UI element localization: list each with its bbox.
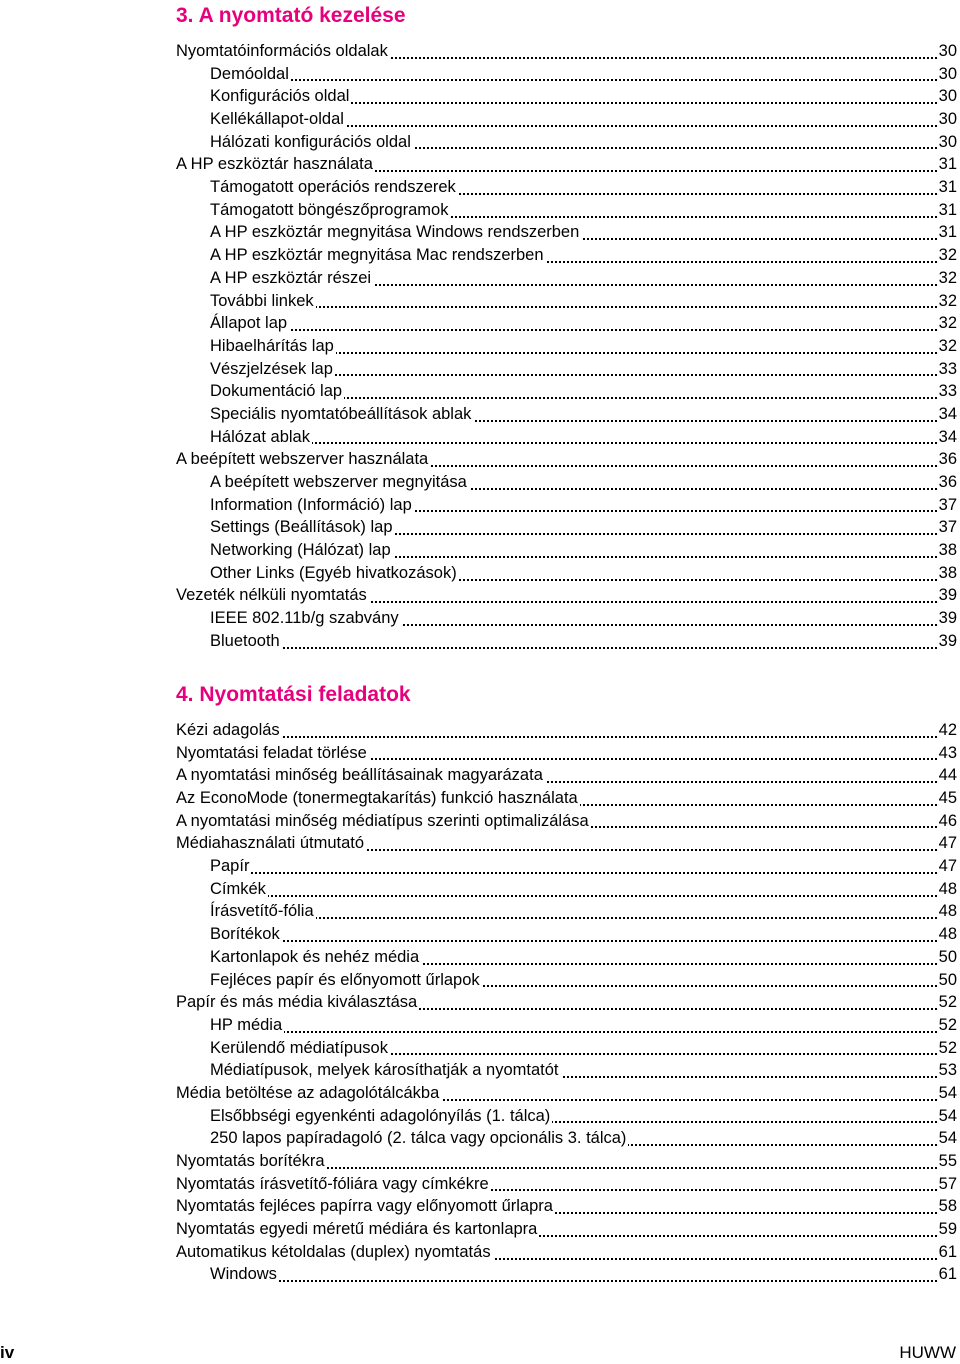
toc-entry-title: Konfigurációs oldal [210, 85, 351, 108]
toc-entry[interactable] [210, 471, 957, 494]
toc-entry[interactable] [176, 1173, 957, 1196]
toc-entry-title: Támogatott böngészőprogramok [210, 199, 450, 222]
toc-entry-title: A HP eszköztár használata [176, 153, 375, 176]
toc-entry[interactable] [210, 199, 957, 222]
toc-entry-title: Nyomtatás fejléces papírra vagy előnyomott űrlapra [176, 1195, 555, 1218]
toc-entry-page: 30 [938, 131, 957, 154]
toc-entry-title: 250 lapos papíradagoló (2. tálca vagy opcionális 3. tálca) [210, 1127, 628, 1150]
toc-leader-dots [176, 736, 957, 738]
toc-entry-title: Nyomtatóinformációs oldalak [176, 40, 390, 63]
toc-entry[interactable] [176, 1241, 957, 1264]
toc-entry-page: 57 [938, 1173, 957, 1196]
toc-entry-title: Dokumentáció lap [210, 380, 344, 403]
toc-entry-page: 53 [938, 1059, 957, 1082]
toc-entry-title: Speciális nyomtatóbeállítások ablak [210, 403, 473, 426]
toc-entry-page: 31 [938, 199, 957, 222]
toc-entry[interactable] [176, 1150, 957, 1173]
toc-entry[interactable] [176, 991, 957, 1014]
toc-entry-title: Állapot lap [210, 312, 289, 335]
toc-entry-page: 31 [938, 176, 957, 199]
toc-entry-title: Nyomtatási feladat törlése [176, 742, 369, 765]
toc-entry-title: További linkek [210, 290, 316, 313]
toc-entry-page: 30 [938, 85, 957, 108]
toc-entry-title: Information (Információ) lap [210, 494, 414, 517]
toc-entry-page: 34 [938, 426, 957, 449]
toc-entry-page: 54 [938, 1082, 957, 1105]
toc-leader-dots [210, 306, 957, 308]
toc-entry-page: 52 [938, 1037, 957, 1060]
toc-entry-title: A beépített webszerver megnyitása [210, 471, 469, 494]
toc-entry[interactable] [210, 131, 957, 154]
toc-entry-title: Írásvetítő-fólia [210, 901, 316, 924]
toc-entry[interactable] [176, 1195, 957, 1218]
toc-entry[interactable] [176, 40, 957, 63]
toc-entry[interactable] [210, 539, 957, 562]
toc-entry[interactable] [210, 1127, 957, 1150]
footer-page-number: iv [0, 1343, 15, 1362]
toc-entry[interactable] [176, 1082, 957, 1105]
toc-entry-page: 52 [938, 1014, 957, 1037]
toc-entry-page: 61 [938, 1241, 957, 1264]
toc-entry-page: 52 [938, 991, 957, 1014]
toc-entry-page: 36 [938, 471, 957, 494]
toc-entry-title: Nyomtatás borítékra [176, 1150, 327, 1173]
toc-entry-title: Elsőbbségi egyenkénti adagolónyílás (1. tálca) [210, 1105, 552, 1128]
toc-entry-title: Automatikus kétoldalas (duplex) nyomtatás [176, 1241, 493, 1264]
toc-entry-page: 47 [938, 832, 957, 855]
toc-entry[interactable] [210, 562, 957, 585]
toc-entry[interactable] [176, 719, 957, 742]
toc-entry[interactable] [210, 312, 957, 335]
toc-entry-title: Címkék [210, 878, 268, 901]
toc-entry-page: 43 [938, 742, 957, 765]
toc-leader-dots [210, 442, 957, 444]
toc-leader-dots [210, 329, 957, 331]
toc-entry-page: 44 [938, 764, 957, 787]
toc-leader-dots [210, 917, 957, 919]
toc-entry[interactable] [210, 244, 957, 267]
toc-entry-page: 37 [938, 494, 957, 517]
toc-entry-title: Fejléces papír és előnyomott űrlapok [210, 969, 482, 992]
toc-entry[interactable] [210, 969, 957, 992]
toc-entry-page: 39 [938, 630, 957, 653]
toc-entry-title: Médiatípusok, melyek károsíthatják a nyomtatót [210, 1059, 561, 1082]
section-title-3: 3. A nyomtató kezelése [176, 4, 406, 27]
toc-entry[interactable] [210, 1014, 957, 1037]
toc-entry[interactable] [210, 607, 957, 630]
toc-entry[interactable] [176, 787, 957, 810]
toc-entry[interactable] [210, 1037, 957, 1060]
toc-entry-title: Nyomtatás egyedi méretű médiára és kartonlapra [176, 1218, 539, 1241]
toc-entry-page: 33 [938, 380, 957, 403]
toc-leader-dots [210, 647, 957, 649]
toc-entry-title: Settings (Beállítások) lap [210, 516, 395, 539]
toc-entry[interactable] [210, 403, 957, 426]
toc-entry-page: 54 [938, 1105, 957, 1128]
toc-entry[interactable] [176, 153, 957, 176]
toc-leader-dots [210, 1280, 957, 1282]
toc-leader-dots [210, 872, 957, 874]
toc-entry-title: A HP eszköztár megnyitása Windows rendszerben [210, 222, 581, 245]
toc-entry-title: Hálózat ablak [210, 426, 312, 449]
toc-entry-title: Kézi adagolás [176, 719, 282, 742]
toc-entry[interactable] [210, 176, 957, 199]
toc-entry-title: A nyomtatási minőség beállításainak magyarázata [176, 764, 545, 787]
toc-entry[interactable] [176, 810, 957, 833]
section-title-4: 4. Nyomtatási feladatok [176, 683, 411, 706]
toc-entry[interactable] [210, 63, 957, 86]
toc-list-section-4 [176, 719, 957, 1286]
toc-entry[interactable] [210, 267, 957, 290]
toc-entry-page: 46 [938, 810, 957, 833]
toc-leader-dots [210, 940, 957, 942]
toc-entry[interactable] [210, 380, 957, 403]
toc-entry-title: IEEE 802.11b/g szabvány [210, 607, 401, 630]
toc-entry-title: Other Links (Egyéb hivatkozások) [210, 562, 459, 585]
toc-entry-page: 32 [938, 335, 957, 358]
toc-entry-title: Hibaelhárítás lap [210, 335, 336, 358]
toc-entry-page: 58 [938, 1195, 957, 1218]
toc-entry-title: HP média [210, 1014, 284, 1037]
toc-entry-title: Médiahasználati útmutató [176, 832, 366, 855]
toc-entry-page: 61 [938, 1264, 957, 1287]
toc-entry[interactable] [176, 742, 957, 765]
toc-entry[interactable] [176, 832, 957, 855]
toc-entry[interactable] [210, 630, 957, 653]
toc-entry[interactable] [210, 878, 957, 901]
toc-entry-page: 55 [938, 1150, 957, 1173]
toc-entry-page: 50 [938, 946, 957, 969]
toc-entry-title: Kellékállapot-oldal [210, 108, 346, 131]
footer-doc-code: HUWW [899, 1343, 956, 1362]
toc-entry-title: Bluetooth [210, 630, 282, 653]
toc-entry-page: 30 [938, 63, 957, 86]
toc-entry-page: 48 [938, 901, 957, 924]
toc-entry-page: 38 [938, 562, 957, 585]
toc-entry-title: Kerülendő médiatípusok [210, 1037, 390, 1060]
toc-entry-page: 48 [938, 878, 957, 901]
toc-entry-page: 39 [938, 607, 957, 630]
toc-entry-page: 39 [938, 585, 957, 608]
toc-entry-page: 30 [938, 108, 957, 131]
toc-leader-dots [210, 79, 957, 81]
toc-entry[interactable] [210, 855, 957, 878]
toc-entry[interactable] [210, 923, 957, 946]
toc-entry-title: Vészjelzések lap [210, 358, 335, 381]
toc-entry-title: Támogatott operációs rendszerek [210, 176, 458, 199]
toc-entry-title: Kartonlapok és nehéz média [210, 946, 421, 969]
toc-entry-title: Média betöltése az adagolótálcákba [176, 1082, 441, 1105]
toc-entry[interactable] [210, 290, 957, 313]
toc-entry-page: 48 [938, 923, 957, 946]
toc-entry-title: A beépített webszerver használata [176, 448, 430, 471]
toc-entry-page: 32 [938, 312, 957, 335]
toc-entry[interactable] [210, 516, 957, 539]
toc-entry-page: 36 [938, 448, 957, 471]
toc-leader-dots [210, 1031, 957, 1033]
toc-entry-page: 33 [938, 358, 957, 381]
toc-entry-title: Papír és más média kiválasztása [176, 991, 419, 1014]
toc-entry-page: 34 [938, 403, 957, 426]
toc-entry-title: A nyomtatási minőség médiatípus szerinti optimalizálása [176, 810, 591, 833]
toc-entry[interactable] [210, 108, 957, 131]
toc-entry[interactable] [210, 901, 957, 924]
toc-list-section-3 [176, 40, 957, 653]
toc-entry-page: 59 [938, 1218, 957, 1241]
toc-entry-title: Nyomtatás írásvetítő-fóliára vagy címkékre [176, 1173, 491, 1196]
toc-entry-title: Networking (Hálózat) lap [210, 539, 393, 562]
toc-entry[interactable] [210, 1059, 957, 1082]
toc-entry-page: 37 [938, 516, 957, 539]
toc-entry-title: Windows [210, 1264, 279, 1287]
toc-entry-title: A HP eszköztár megnyitása Mac rendszerben [210, 244, 546, 267]
toc-entry-page: 32 [938, 290, 957, 313]
toc-entry[interactable] [210, 358, 957, 381]
toc-entry[interactable] [176, 448, 957, 471]
toc-entry[interactable] [210, 222, 957, 245]
toc-entry-page: 45 [938, 787, 957, 810]
toc-entry-title: Demóoldal [210, 63, 291, 86]
toc-entry-title: Papír [210, 855, 251, 878]
toc-entry-page: 54 [938, 1127, 957, 1150]
toc-entry-page: 31 [938, 222, 957, 245]
toc-entry[interactable] [210, 494, 957, 517]
toc-entry-title: A HP eszköztár részei [210, 267, 373, 290]
toc-leader-dots [210, 895, 957, 897]
toc-entry-page: 30 [938, 40, 957, 63]
toc-entry-title: Az EconoMode (tonermegtakarítás) funkció használata [176, 787, 580, 810]
toc-entry[interactable] [210, 1105, 957, 1128]
toc-entry-page: 42 [938, 719, 957, 742]
toc-entry-page: 47 [938, 855, 957, 878]
toc-entry-title: Hálózati konfigurációs oldal [210, 131, 413, 154]
toc-entry[interactable] [210, 85, 957, 108]
toc-entry[interactable] [176, 585, 957, 608]
toc-entry-title: Borítékok [210, 923, 282, 946]
toc-entry[interactable] [176, 764, 957, 787]
toc-entry-page: 38 [938, 539, 957, 562]
toc-entry-title: Vezeték nélküli nyomtatás [176, 585, 369, 608]
toc-entry-page: 31 [938, 153, 957, 176]
toc-entry[interactable] [210, 426, 957, 449]
toc-entry-page: 32 [938, 244, 957, 267]
toc-entry[interactable] [176, 1218, 957, 1241]
toc-entry-page: 50 [938, 969, 957, 992]
toc-entry[interactable] [210, 1264, 957, 1287]
toc-entry[interactable] [210, 335, 957, 358]
toc-entry-page: 32 [938, 267, 957, 290]
toc-entry[interactable] [210, 946, 957, 969]
